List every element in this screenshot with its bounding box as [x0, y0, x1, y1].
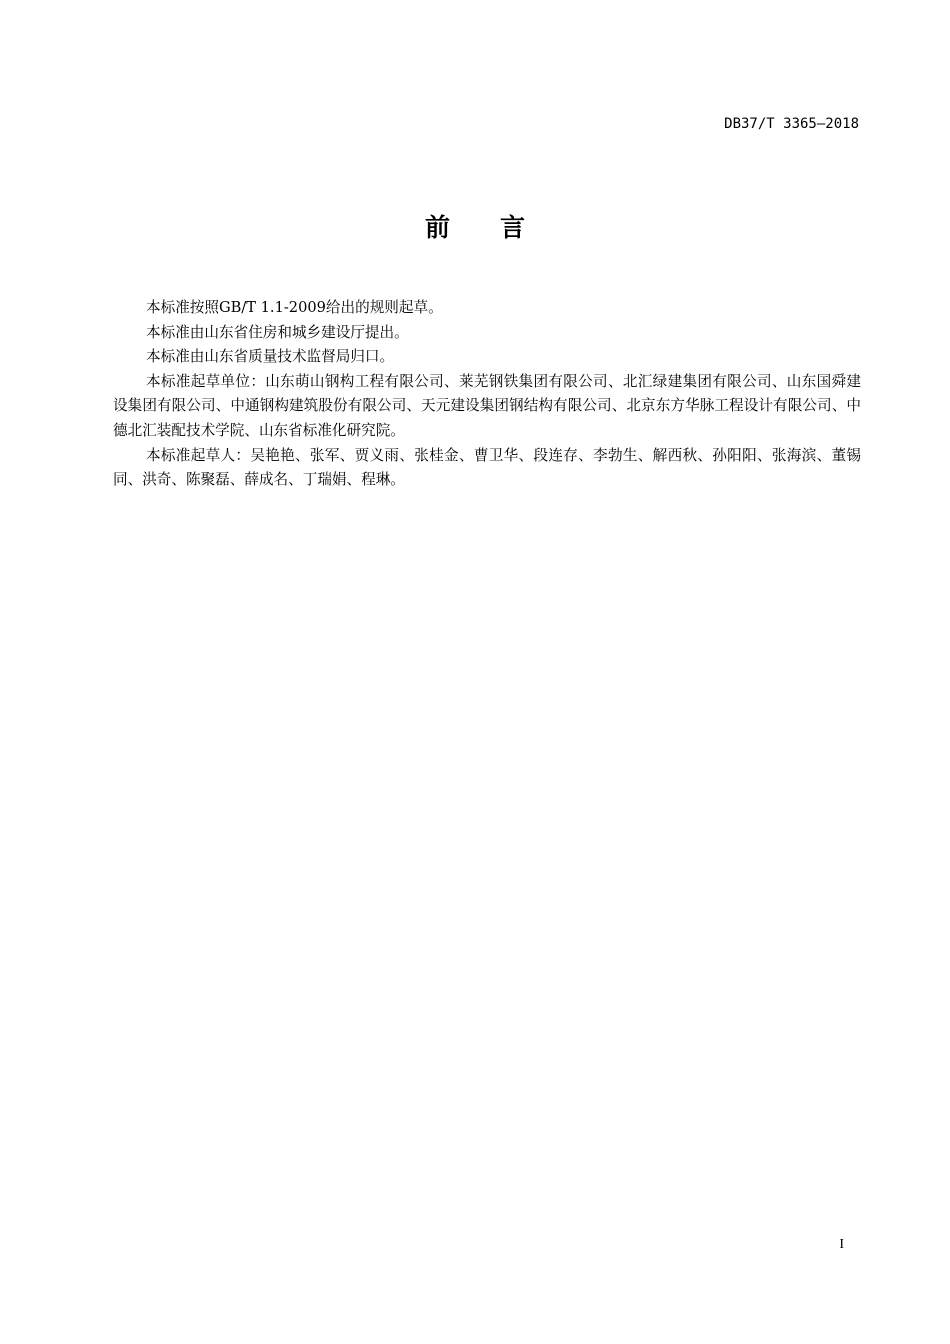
paragraph-drafting-rules: 本标准按照GB/T 1.1-2009给出的规则起草。 — [146, 299, 443, 316]
page-title — [0, 208, 950, 248]
paragraph-proposer: 本标准由山东省住房和城乡建设厅提出。 — [146, 323, 409, 341]
foreword-body — [113, 296, 861, 493]
paragraph-drafting-units: 本标准起草单位：山东萌山钢构工程有限公司、莱芜钢铁集团有限公司、北汇绿建集团有限公司、山东国舜建设集团有限公司、中通钢构建筑股份有限公司、天元建设集团钢结构有限公司、北京东方华脉工程设计有限公司、中德北汇装配技术学院、山东省标准化研究院。 — [113, 372, 861, 439]
page-number: I — [839, 1237, 844, 1252]
title-char-2: 言 — [500, 213, 526, 242]
paragraph-administrator: 本标准由山东省质量技术监督局归口。 — [146, 348, 395, 366]
document-code: DB37/T 3365—2018 — [724, 116, 859, 132]
title-char-1: 前 — [424, 213, 450, 242]
paragraph-drafters: 本标准起草人：吴艳艳、张军、贾义雨、张桂金、曹卫华、段连存、李勃生、解西秋、孙阳阳、张海滨、董锡同、洪奇、陈聚磊、薛成名、丁瑞娟、程琳。 — [113, 446, 861, 489]
